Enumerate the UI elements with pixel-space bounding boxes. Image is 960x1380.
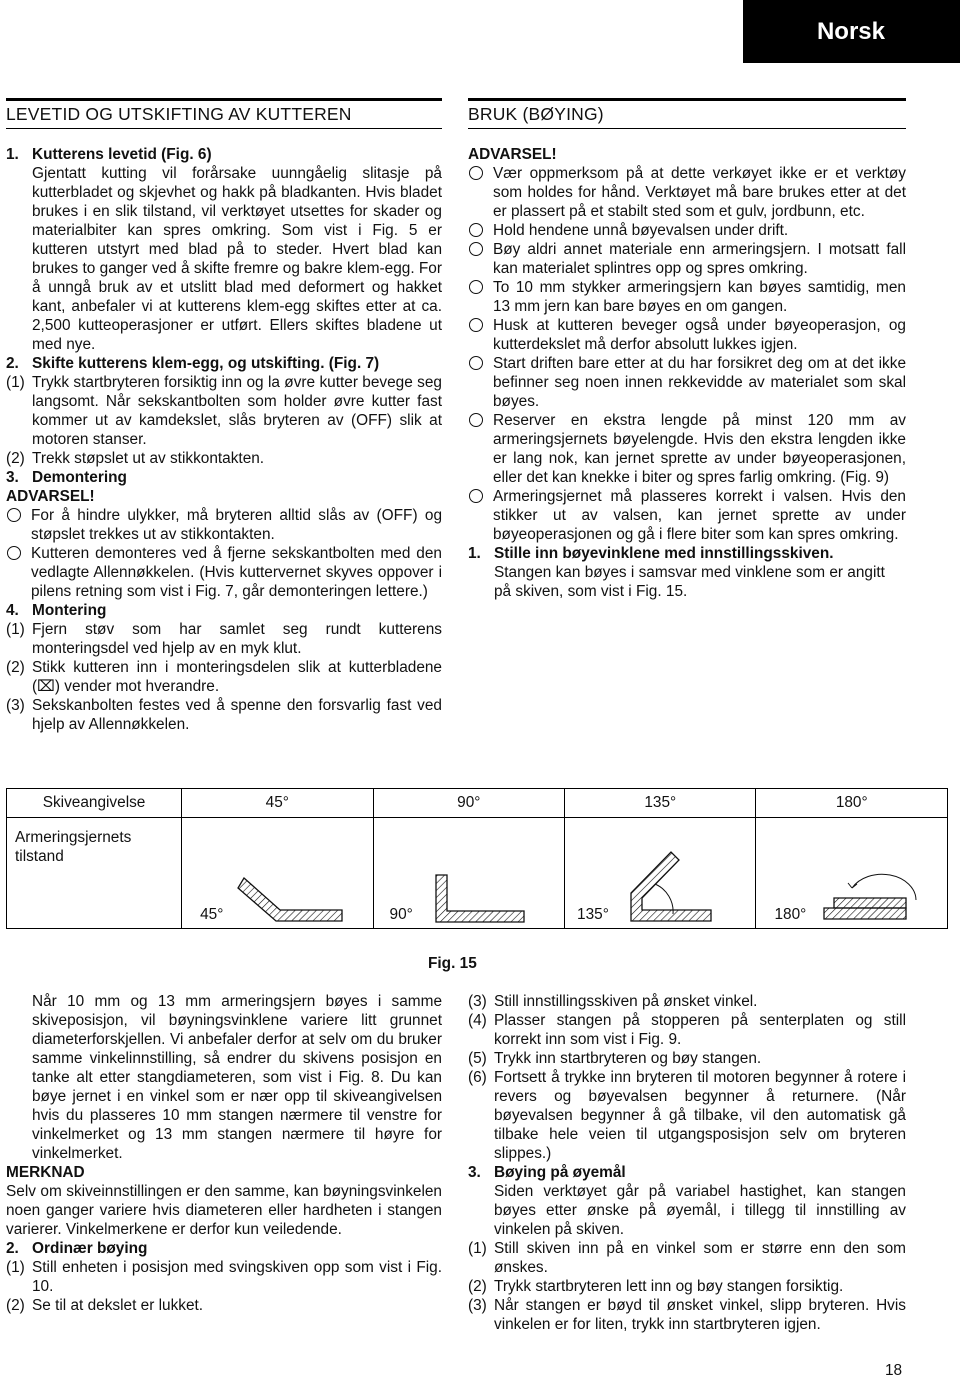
subheading-number: 1. (468, 545, 481, 562)
item-number: (6) (468, 1069, 487, 1086)
section-title: BRUK (BØYING) (468, 104, 604, 124)
table-row (7, 818, 948, 929)
circle-bullet-icon (468, 316, 493, 354)
item-text: Trykk startbryteren forsiktig inn og la øvre kutter bevege seg langsomt. Når sekskantbolten som holder øvre kutter fast kommer ut av kamdekslet, slås bryteren av (OFF) slik at motoren stanser. (32, 374, 442, 448)
section-rule (6, 128, 442, 129)
bullet-text: Kutteren demonteres ved å fjerne sekskantbolten med den vedlagte Allennøkkelen. (Hvis kuttervernet skyves oppover i pilens retning som vist i Fig. 7, går demonteringen lettere.) (31, 545, 442, 600)
right-column (468, 98, 906, 601)
circle-bullet-icon (468, 240, 493, 278)
list-item (6, 696, 442, 734)
angle-header-cell (182, 789, 373, 818)
item-text: Når stangen er bøyd til ønsket vinkel, slipp bryteren. Hvis vinkelen er for liten, trykk inn startbryteren igjen. (494, 1297, 906, 1333)
paragraph: Når 10 mm og 13 mm armeringsjern bøyes i samme skiveposisjon, vil bøyningsvinklene variere litt grunnet diameterforskjellen. Vi anbefaler derfor at selv om du bruker samme vinkelinnstilling, så endrer du skivens posisjon en tanke alt etter stangdiameteren, som vist i Fig. 8. Du kan bøye jernet i en vinkel som er nær opp til skiveangivelsen hvis du plasseres 10 mm stangen nærmere til venstre for vinkelmerket og 13 mm stangen nærmere til høyre for vinkelmerket. (32, 993, 442, 1162)
subheading (6, 468, 442, 487)
angle-header-cell (565, 789, 756, 818)
subheading-number: 1. (6, 146, 19, 163)
bullet-text: For å hindre ulykker, må bryteren alltid slås av (OFF) og støpslet trekkes ut av stikkontakten. (31, 507, 442, 543)
list-item (468, 1049, 906, 1068)
item-number: (5) (468, 1050, 487, 1067)
bullet-item (468, 221, 906, 240)
list-item (6, 1296, 442, 1315)
paragraph: Stangen kan bøyes i samsvar med vinklene som er angitt på skiven, som vist i Fig. 15. (494, 564, 885, 600)
bullet-item (6, 506, 442, 544)
bullet-text: Reserver en ekstra lengde på minst 120 mm av armeringsjernets bøyelengde. Hvis den ekstra lengden ikke er lang nok, kan jernet sprette av under bøyeoperasjonen, eller det kan knekke i biter og spres farlig omkring. (Fig. 9) (493, 412, 906, 486)
bend-angle-label: 90° (389, 906, 413, 923)
list-item (6, 449, 442, 468)
row-label: Armeringsjernets tilstand (15, 829, 132, 865)
item-number: (1) (6, 1259, 25, 1276)
item-number: (2) (6, 1297, 25, 1314)
item-number: (2) (468, 1278, 487, 1295)
bullet-item (468, 278, 906, 316)
bullet-text: Husk at kutteren beveger også under bøyeoperasjon, og kutterdekslet må derfor absolutt lukkes igjen. (493, 317, 906, 353)
angle-header: 45° (265, 794, 289, 811)
subheading-text: Skifte kutterens klem-egg, og utskifting. (Fig. 7) (32, 355, 380, 372)
section-rule (468, 128, 906, 129)
angle-header: 90° (457, 794, 481, 811)
item-text: Plasser stangen på stopperen på senterplaten og still korrekt inn som vist i Fig. 9. (494, 1012, 906, 1048)
item-text: Fjern støv som har samlet seg rundt kutterens monteringsdel ved hjelp av en myk klut. (32, 621, 442, 657)
bullet-item (468, 164, 906, 221)
list-item (468, 1239, 906, 1277)
item-text: Trykk inn startbryteren og bøy stangen. (494, 1050, 762, 1067)
bullet-text: Start driften bare etter at du har forsikret deg om at det ikke befinner seg noen innen rekkevidde av materialet som skal bøyes. (493, 355, 906, 410)
bullet-item (468, 487, 906, 544)
bullet-item (6, 544, 442, 601)
item-number: (3) (468, 1297, 487, 1314)
circle-bullet-icon (6, 544, 31, 601)
subheading-text: Stille inn bøyevinklene med innstillingsskiven. (494, 545, 834, 562)
angle-header: 135° (644, 794, 677, 811)
circle-bullet-icon (468, 221, 493, 240)
item-number: (4) (468, 1012, 487, 1029)
language-tab (743, 0, 960, 63)
bend-angle-label: 45° (200, 906, 224, 923)
item-text: Trekk støpslet ut av stikkontakten. (32, 450, 265, 467)
bullet-item (468, 411, 906, 487)
bend-cell (565, 818, 756, 929)
item-text: Still skiven inn på en vinkel som er større enn den som ønskes. (494, 1240, 906, 1276)
item-number: (1) (6, 374, 25, 391)
bend-angle-label: 180° (774, 906, 807, 923)
circle-bullet-icon (468, 487, 493, 544)
header-label-cell (7, 789, 182, 818)
item-number: (2) (6, 659, 25, 676)
subheading-text: Demontering (32, 469, 127, 486)
bend-cell (182, 818, 373, 929)
bullet-text: To 10 mm stykker armeringsjern kan bøyes samtidig, men 13 mm jern kan bare bøyes en om gangen. (493, 279, 906, 315)
page-number: 18 (885, 1362, 903, 1379)
subheading-text: Kutterens levetid (Fig. 6) (32, 146, 212, 163)
subheading (468, 1163, 906, 1182)
angle-header: 180° (835, 794, 868, 811)
bullet-item (468, 354, 906, 411)
subheading (6, 1239, 442, 1258)
item-text: Still enheten i posisjon med svingskiven opp som vist i Fig. 10. (32, 1259, 442, 1295)
subheading (6, 601, 442, 620)
rebar-45-illustration (182, 818, 368, 928)
bullet-item (468, 316, 906, 354)
item-number: (2) (6, 450, 25, 467)
list-item (468, 1296, 906, 1334)
section-title: LEVETID OG UTSKIFTING AV KUTTEREN (6, 104, 352, 124)
row-label-cell (7, 818, 182, 929)
subheading (468, 544, 906, 563)
list-item (468, 1068, 906, 1163)
note-text: Selv om skiveinnstillingen er den samme, kan bøyningsvinkelen noen ganger variere hvis diameteren eller hardheten i stangen varierer. Vinkelmerkene er derfor kun veiledende. (6, 1183, 442, 1238)
circle-bullet-icon (468, 411, 493, 487)
subheading-text: Montering (32, 602, 107, 619)
item-text: Se til at dekslet er lukket. (32, 1297, 204, 1314)
paragraph: Siden verktøyet går på variabel hastighet, kan stangen bøyes etter ønske på øyemål, i tillegg til innstilling av vinkelen på skiven. (494, 1183, 906, 1238)
subheading (6, 354, 442, 373)
bullet-item (468, 240, 906, 278)
rebar-135-illustration (565, 818, 751, 928)
language-label: Norsk (816, 17, 885, 45)
item-text: Sekskanbolten festes ved å spenne den forsvarlig fast ved hjelp av Allennøkkelen. (32, 697, 442, 733)
angle-header-cell (756, 789, 948, 818)
bullet-text: Hold hendene unnå bøyevalsen under drift. (493, 222, 789, 239)
item-text: Trykk startbryteren lett inn og bøy stangen forsiktig. (494, 1278, 844, 1295)
circle-bullet-icon (6, 506, 31, 544)
circle-bullet-icon (468, 354, 493, 411)
bullet-text: Vær oppmerksom på at dette verkøyet ikke er et verktøy som holdes for hånd. Verktøyet må bare brukes etter at det er plassert på et stabilt sted som et gulv, jordbunn, etc. (493, 165, 906, 220)
item-text: Stikk kutteren inn i monteringsdelen slik at kutterbladene (⌧) vender mot hverandre. (32, 659, 442, 695)
list-item (468, 992, 906, 1011)
list-item (6, 658, 442, 696)
item-number: (1) (6, 621, 25, 638)
warning-label: ADVARSEL! (6, 488, 95, 505)
figure-caption: Fig. 15 (428, 955, 477, 972)
subheading-number: 3. (468, 1164, 481, 1181)
bullet-text: Bøy aldri annet materiale enn armeringsjern. I motsatt fall kan materialet splintres opp og spres omkring. (493, 241, 906, 277)
subheading-text: Ordinær bøying (32, 1240, 148, 1257)
subheading-number: 4. (6, 602, 19, 619)
subheading (6, 145, 442, 164)
item-text: Fortsett å trykke inn bryteren til motoren begynner å rotere i revers og bøyevalsen begynner å returnere. (Når bøyevalsen begynner å gå tilbake, vil den automatisk gå tilbake hele veien til utgangsposisjon selv om bryteren slippes.) (494, 1069, 906, 1162)
circle-bullet-icon (468, 164, 493, 221)
item-text: Still innstillingsskiven på ønsket vinkel. (494, 993, 758, 1010)
bottom-right-column (468, 992, 906, 1334)
paragraph: Gjentatt kutting vil forårsake uunngåelig slitasje på kutterbladet og skjevhet og hakk på bladkanten. Hvis bladet brukes i en slik tilstand, vil verktøyet utsettes for skader og materialbiter kan spres omkring. Som vist i Fig. 5 er kutteren utstyrt med blad på to steder. Hvert blad kan brukes to ganger ved å skifte fremre og bakre klem-egg. For å unngå bruk av et utslitt blad med deformert og hakket kant, anbefaler vi at kutterens klem-egg skiftes etter at ca. 2,500 kutteoperasjoner er utført. Ellers skiftes bladene ut med nye. (32, 165, 442, 353)
bottom-left-column (6, 992, 442, 1315)
subheading-number: 3. (6, 469, 19, 486)
header-label: Skiveangivelse (42, 794, 146, 811)
item-number: (3) (6, 697, 25, 714)
circle-bullet-icon (468, 278, 493, 316)
item-number: (3) (468, 993, 487, 1010)
bend-angle-label: 135° (577, 906, 609, 923)
list-item (468, 1011, 906, 1049)
note-heading: MERKNAD (6, 1164, 85, 1181)
warning-label: ADVARSEL! (468, 146, 557, 163)
list-item (6, 373, 442, 449)
list-item (6, 620, 442, 658)
bullet-text: Armeringsjernet må plasseres korrekt i valsen. Hvis den stikker ut av valsen, kan jernet sprette av under bøyeoperasjonen og gå i flere biter som kan spres omkring. (493, 488, 906, 543)
bend-cell (373, 818, 564, 929)
figure-table (6, 788, 948, 929)
list-item (6, 1258, 442, 1296)
subheading-number: 2. (6, 355, 19, 372)
table-header-row (7, 789, 948, 818)
rebar-180-illustration (756, 818, 942, 928)
rebar-90-illustration (374, 818, 560, 928)
angle-header-cell (373, 789, 564, 818)
subheading-text: Bøying på øyemål (494, 1164, 626, 1181)
item-number: (1) (468, 1240, 487, 1257)
left-column (6, 98, 442, 734)
list-item (468, 1277, 906, 1296)
bend-cell (756, 818, 948, 929)
subheading-number: 2. (6, 1240, 19, 1257)
